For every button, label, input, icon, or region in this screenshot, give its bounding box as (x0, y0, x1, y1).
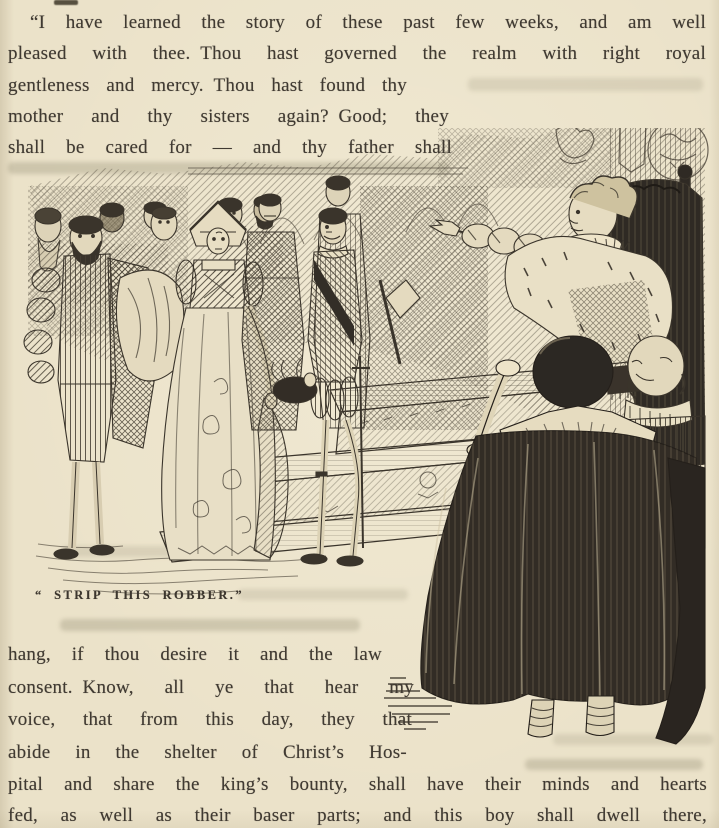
text-line: consent. Know, all ye that hear my (8, 677, 414, 698)
text-line: mother and thy sisters again? Good; they (8, 106, 449, 127)
bleed-through-artifact (468, 78, 703, 91)
page-crop-artifact (54, 0, 78, 5)
text-line: “I have learned the story of these past few weeks, and am well (30, 12, 706, 33)
text-line: hang, if thou desire it and the law (8, 644, 382, 665)
bleed-through-artifact (525, 759, 703, 770)
illustration-caption: “ STRIP THIS ROBBER.” (35, 588, 244, 602)
text-line: abide in the shelter of Christ’s Hos- (8, 742, 407, 763)
crowd-left (24, 176, 420, 566)
text-line: voice, that from this day, they that (8, 709, 412, 730)
text-line: pleased with thee. Thou hast governed the realm with right royal (8, 43, 706, 64)
text-line: shall be cared for — and thy father shall (8, 137, 452, 158)
text-line: fed, as well as their baser parts; and this boy shall dwell there, (8, 805, 707, 826)
stockinged-legs (528, 696, 614, 737)
text-line: gentleness and mercy. Thou hast found thy (8, 75, 407, 96)
text-line: pital and share the king’s bounty, shall have their minds and hearts (8, 774, 707, 795)
